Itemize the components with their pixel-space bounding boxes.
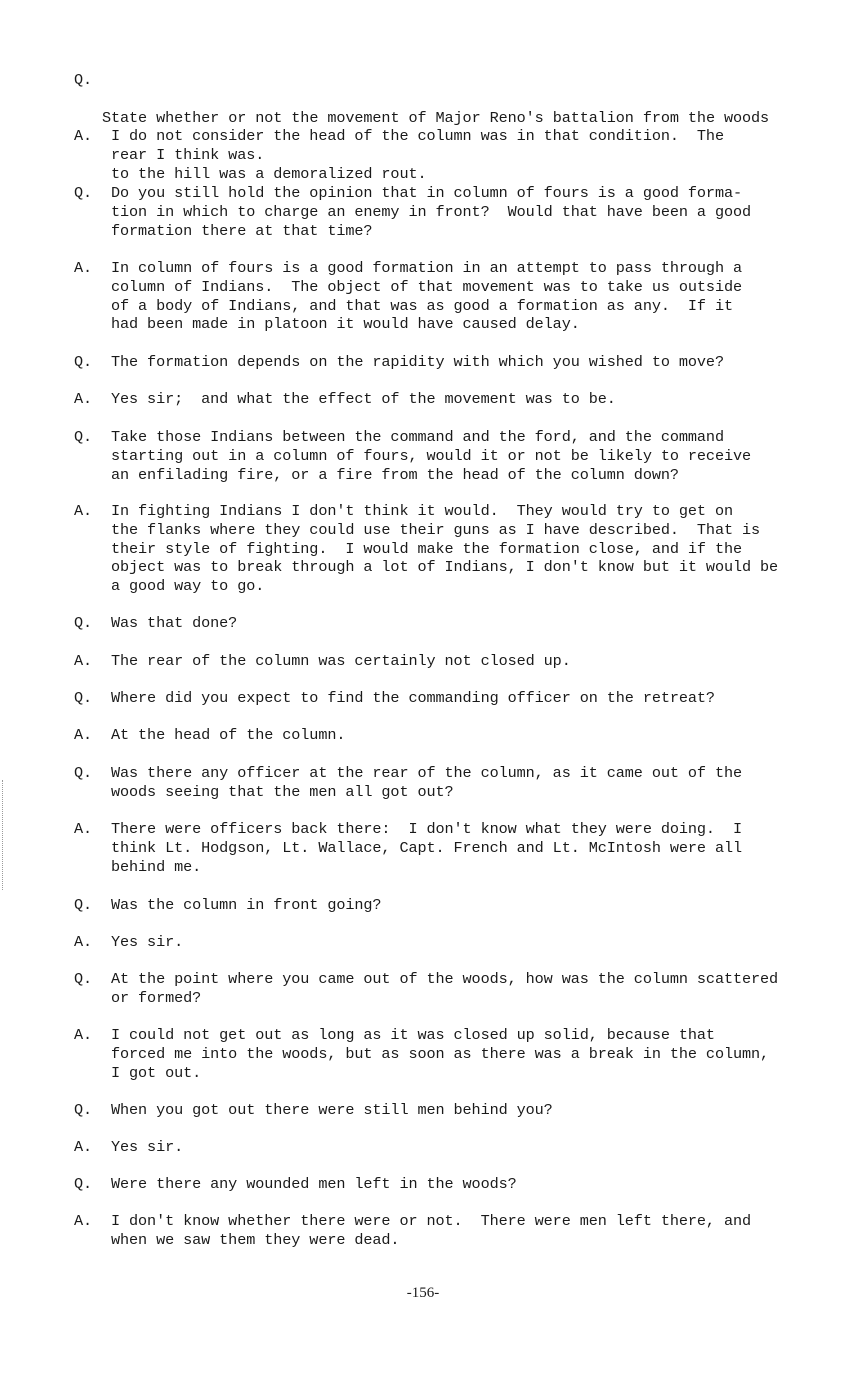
qa-entry-11 — [74, 689, 814, 708]
answer-text: Yes sir. — [111, 933, 184, 951]
question-label: Q. — [74, 689, 93, 707]
question-text: Where did you expect to find the commanding officer on the retreat? — [111, 689, 715, 707]
question-label: Q. — [74, 1101, 93, 1119]
question-label: Q. — [74, 970, 93, 988]
question-label: Q. — [74, 71, 93, 89]
qa-entry-17 — [74, 970, 814, 1008]
qa-entry-22 — [74, 1212, 814, 1250]
qa-entry-14 — [74, 820, 814, 876]
qa-entry-15 — [74, 896, 814, 915]
answer-label: A. — [74, 259, 93, 277]
qa-entry-21 — [74, 1175, 814, 1194]
question-label: Q. — [74, 353, 93, 371]
answer-text: I don't know whether there were or not. There were men left there, and when we saw them they were dead. — [111, 1212, 751, 1249]
qa-entry-9 — [74, 614, 814, 633]
answer-text: I do not consider the head of the column was in that condition. The rear I think was. — [111, 127, 724, 164]
qa-entry-3 — [74, 184, 814, 240]
question-label: Q. — [74, 764, 93, 782]
answer-text: Yes sir. — [111, 1138, 184, 1156]
answer-text: At the head of the column. — [111, 726, 346, 744]
scan-margin-marks — [2, 780, 5, 890]
question-text: Was the column in front going? — [111, 896, 382, 914]
qa-entry-16 — [74, 933, 814, 952]
answer-text: In column of fours is a good formation in an attempt to pass through a column of Indians. The object of that movement was to take us outside of a body of Indians, and that was as good a formation as any. If it had been made in platoon it would have caused delay. — [111, 259, 742, 334]
answer-label: A. — [74, 726, 93, 744]
question-text: Do you still hold the opinion that in column of fours is a good forma- tion in which to charge an enemy in front? Would that have been a good formation there at that time? — [111, 184, 751, 240]
answer-text: I could not get out as long as it was closed up solid, because that forced me into the woods, but as soon as there was a break in the column, I got out. — [111, 1026, 770, 1082]
question-text: Was there any officer at the rear of the column, as it came out of the woods seeing that the men all got out? — [111, 764, 742, 801]
question-label: Q. — [74, 896, 93, 914]
question-text: At the point where you came out of the woods, how was the column scattered or formed? — [111, 970, 779, 1007]
qa-entry-5 — [74, 353, 814, 372]
question-label: Q. — [74, 614, 93, 632]
question-label: Q. — [74, 184, 93, 202]
page-number: -156- — [406, 1285, 440, 1301]
answer-label: A. — [74, 390, 93, 408]
question-text: Was that done? — [111, 614, 238, 632]
qa-entry-19 — [74, 1101, 814, 1120]
qa-entry-18 — [74, 1026, 814, 1082]
question-label: Q. — [74, 428, 93, 446]
qa-entry-4 — [74, 259, 814, 334]
qa-entry-13 — [74, 764, 814, 802]
qa-entry-2 — [74, 127, 814, 165]
question-label: Q. — [74, 1175, 93, 1193]
answer-label: A. — [74, 652, 93, 670]
question-text: The formation depends on the rapidity with which you wished to move? — [111, 353, 724, 371]
qa-entry-12 — [74, 726, 814, 745]
question-text: When you got out there were still men behind you? — [111, 1101, 553, 1119]
question-text: Were there any wounded men left in the woods? — [111, 1175, 517, 1193]
question-text: State whether or not the movement of Major Reno's battalion from the woods to the hill was a demoralized rout. — [102, 108, 770, 183]
qa-entry-10 — [74, 652, 814, 671]
qa-entry-8 — [74, 502, 814, 596]
answer-text: Yes sir; and what the effect of the movement was to be. — [111, 390, 616, 408]
answer-label: A. — [74, 1026, 93, 1044]
answer-label: A. — [74, 820, 93, 838]
answer-label: A. — [74, 502, 93, 520]
answer-text: In fighting Indians I don't think it would. They would try to get on the flanks where they could use their guns as I have described. That is their style of fighting. I would make the formation close, and if the object was to break through a lot of Indians, I don't know but it would be a good way to go. — [111, 502, 779, 596]
qa-entry-20 — [74, 1138, 814, 1157]
qa-entry-6 — [74, 390, 814, 409]
qa-entry-7 — [74, 428, 814, 484]
answer-text: There were officers back there: I don't know what they were doing. I think Lt. Hodgson, Lt. Wallace, Capt. French and Lt. McIntosh were all behind me. — [111, 820, 742, 876]
answer-label: A. — [74, 1212, 93, 1230]
answer-label: A. — [74, 1138, 93, 1156]
question-text: Take those Indians between the command and the ford, and the command starting out in a column of fours, would it or not be likely to receive an enfilading fire, or a fire from the head of the column down? — [111, 428, 751, 484]
answer-label: A. — [74, 127, 93, 145]
answer-text: The rear of the column was certainly not closed up. — [111, 652, 571, 670]
answer-label: A. — [74, 933, 93, 951]
